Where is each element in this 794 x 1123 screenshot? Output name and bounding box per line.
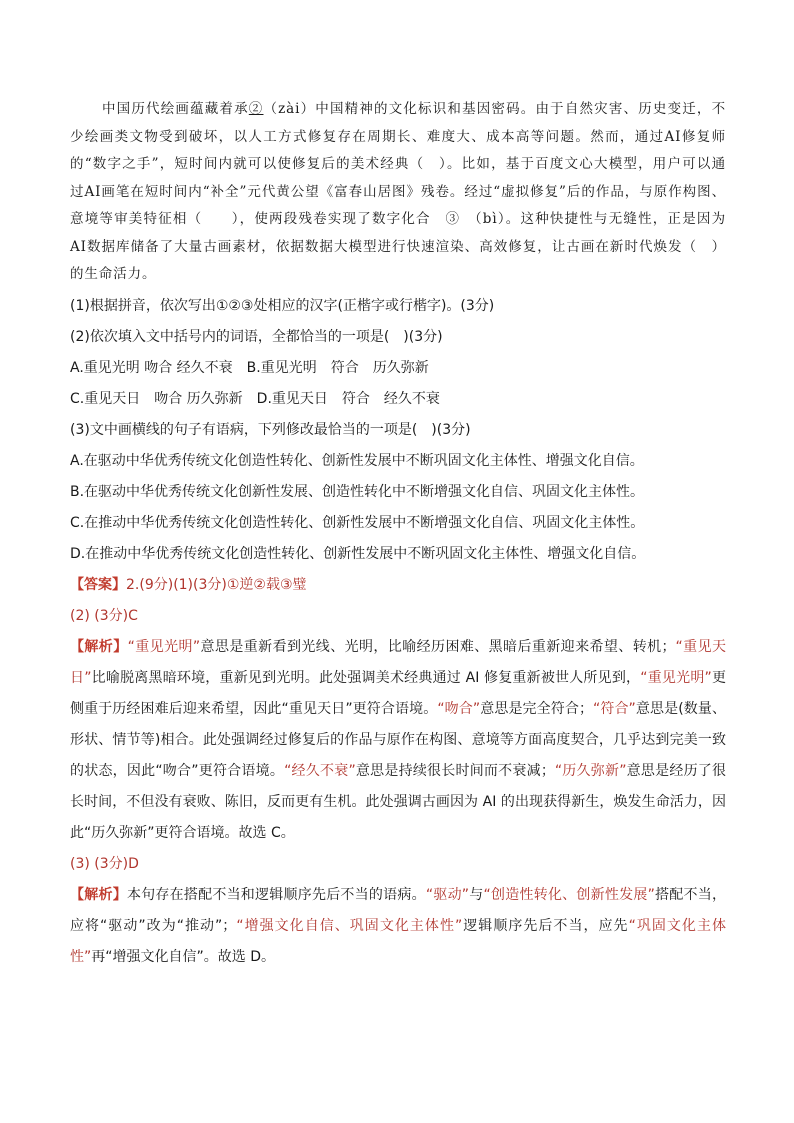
term: “巩固文化主体性”	[70, 917, 726, 965]
answer-line	[70, 570, 726, 601]
explanation-text: 意思是持续很长时间而不衰减；	[355, 762, 555, 779]
question-3-option-b: B.在驱动中华优秀传统文化创新性发展、创造性转化中不断增强文化自信、巩固文化主体性。	[70, 483, 645, 500]
explanation-text: 逻辑顺序先后不当，应先	[462, 917, 629, 934]
term: “重见天日”	[70, 638, 726, 686]
term: “历久弥新”	[554, 762, 627, 779]
analysis-q3	[70, 880, 726, 973]
answer-tag: 【答案】	[70, 576, 126, 593]
answer-q3: (3) (3分)D	[70, 855, 139, 872]
answer-text: 2.(9分)(1)(3分)①逆②载③璧	[126, 576, 307, 593]
analysis-tag: 【解析】	[70, 886, 127, 903]
question-3-option-c: C.在推动中华优秀传统文化创造性转化、创新性发展中不断增强文化自信、巩固文化主体性。	[70, 514, 645, 531]
document-page	[70, 96, 726, 973]
term: “吻合”	[437, 700, 481, 717]
blank-2: ②	[248, 101, 264, 117]
explanation-text: 意思是(数量、形状、情节等)相合。此处强调经过修复后的作品与原作在构图、意境等方面高度契合，几乎达到完美一致的状态，因此“吻合”更符合语境。	[70, 700, 727, 779]
explanation-text: 意思是重新看到光线、光明，比喻经历困难、黑暗后重新迎来希望、转机；	[200, 638, 676, 655]
term: “创造性转化、创新性发展”	[483, 886, 655, 903]
question-1: (1)根据拼音，依次写出①②③处相应的汉字(正楷字或行楷字)。(3分)	[70, 297, 495, 314]
explanation-text: 搭配不当，应将“驱动”改为“推动”；	[70, 886, 727, 934]
term: “符合”	[592, 700, 636, 717]
explanation-text: 比喻脱离黑暗环境，重新见到光明。此处强调美术经典通过 AI 修复重新被世人所见到，	[91, 669, 641, 686]
explanation-text: 更侧重于历经困难后迎来希望，因此“重见天日”更符合语境。	[70, 669, 727, 717]
analysis-q2	[70, 632, 726, 849]
term: “重见光明”	[127, 638, 201, 655]
question-3: (3)文中画横线的句子有语病，下列修改最恰当的一项是( )(3分)	[70, 421, 471, 438]
question-2-options-ab: A.重见光明 吻合 经久不衰 B.重见光明 符合 历久弥新	[70, 359, 429, 376]
question-2-options-cd: C.重见天日 吻合 历久弥新 D.重见天日 符合 经久不衰	[70, 390, 440, 407]
question-3-option-d: D.在推动中华优秀传统文化创造性转化、创新性发展中不断巩固文化主体性、增强文化自信。	[70, 545, 646, 562]
term: “驱动”	[425, 886, 470, 903]
passage-text-2: （zài）中国精神的文化标识和基因密码。由于自然灾害、历史变迁，不少绘画类文物受到破坏，以人工方式修复存在周期长、难度大、成本高等问题。然而，通过AI修复师的“数字之手”，短时间内就可以使修复后的美术经典（ ）。比如，基于百度文心大模型，用户可以通过AI画笔在短时间内“补全”元代黄公望《富春山居图》残卷。经过“虚拟修复”后的作品，与原作构图、意境等审美特征相（ ），使两段残卷实现了数字化合 ③ （bì）。这种快捷性与无缝性，正是因为AI数据库储备了大量古画素材，依据数据大模型进行快速渲染、高效修复，让古画在新时代焕发（ ）的生命活力。	[70, 101, 727, 282]
analysis-tag: 【解析】	[70, 638, 128, 655]
explanation-text: 再“增强文化自信”。故选 D。	[91, 948, 276, 965]
reading-passage	[70, 96, 726, 289]
explanation-text: 与	[469, 886, 484, 903]
term: “重见光明”	[640, 669, 712, 686]
explanation-text: 意思是经历了很长时间，不但没有衰败、陈旧，反而更有生机。此处强调古画因为 AI 的出现获得新生，焕发生命活力，因此“历久弥新”更符合语境。故选 C。	[70, 762, 727, 841]
term: “经久不衰”	[284, 762, 356, 779]
question-2: (2)依次填入文中括号内的词语，全都恰当的一项是( )(3分)	[70, 328, 443, 345]
explanation-text: 意思是完全符合；	[480, 700, 593, 717]
answer-q2: (2) (3分)C	[70, 607, 138, 624]
passage-text-1: 中国历代绘画蕴藏着承	[102, 101, 249, 117]
term: “增强文化自信、巩固文化主体性”	[236, 917, 463, 934]
question-3-option-a: A.在驱动中华优秀传统文化创造性转化、创新性发展中不断巩固文化主体性、增强文化自信。	[70, 452, 644, 469]
explanation-text: 本句存在搭配不当和逻辑顺序先后不当的语病。	[126, 886, 426, 903]
